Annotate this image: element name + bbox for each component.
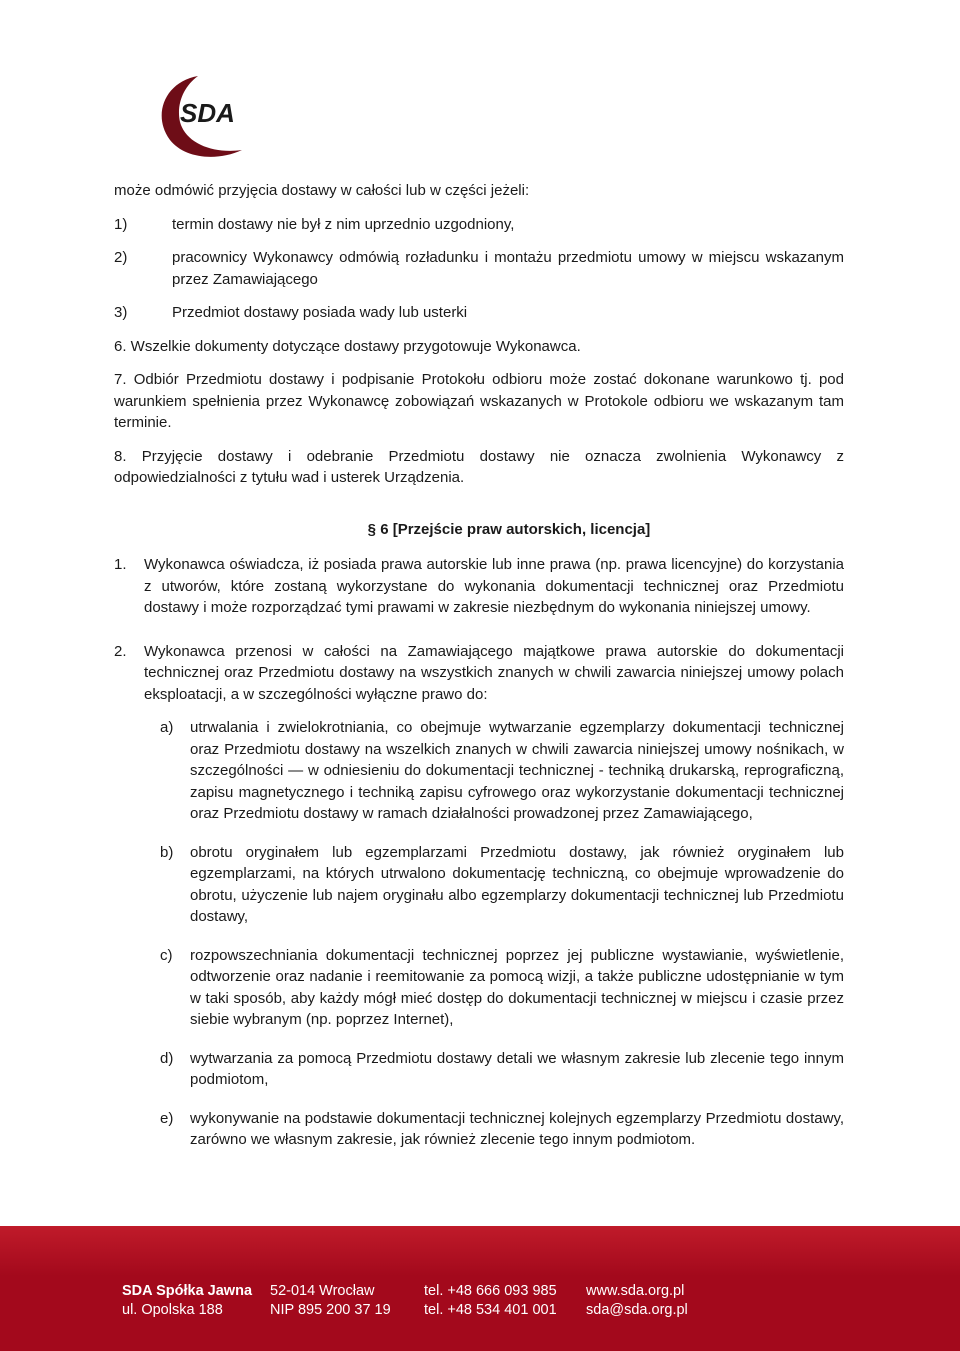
footer-phones bbox=[424, 1282, 557, 1320]
rights-sublist bbox=[114, 717, 844, 1151]
rights-subitem-letter: b) bbox=[160, 843, 174, 861]
condition-item bbox=[114, 247, 844, 290]
sda-logo-icon bbox=[150, 70, 260, 160]
section-item-number: 1. bbox=[114, 556, 127, 573]
rights-subitem bbox=[160, 842, 844, 928]
document-body bbox=[114, 180, 844, 1168]
company-logo bbox=[150, 70, 260, 160]
condition-text: pracownicy Wykonawcy odmówią rozładunku i montażu przedmiotu umowy w miejscu wskazanym przez Zamawiającego bbox=[172, 249, 844, 288]
footer-street: ul. Opolska 188 bbox=[122, 1302, 223, 1318]
section-item bbox=[114, 641, 844, 706]
section-sign-icon: § bbox=[367, 520, 377, 538]
rights-subitem-letter: e) bbox=[160, 1109, 174, 1127]
condition-item bbox=[114, 214, 844, 236]
section-item-text: Wykonawca oświadcza, iż posiada prawa autorskie lub inne prawa (np. prawa licencyjne) do korzystania z utworów, które zostaną wykorzystane do wykonania dokumentacji technicznej oraz Przedmiotu dostawy i może rozporządzać tymi prawami w zakresie niezbędnym do wykonania niniejszej umowy. bbox=[144, 556, 844, 616]
rights-subitem bbox=[160, 1108, 844, 1151]
section-heading bbox=[114, 519, 844, 541]
rights-subitem-letter: c) bbox=[160, 946, 173, 964]
footer-phone-1[interactable]: tel. +48 666 093 985 bbox=[424, 1283, 557, 1299]
rights-subitem-letter: d) bbox=[160, 1049, 174, 1067]
footer-bar bbox=[0, 1226, 960, 1351]
footer-company-name: SDA Spółka Jawna bbox=[122, 1283, 253, 1299]
rights-subitem-text: rozpowszechniania dokumentacji technicznej poprzez jej publiczne wystawianie, wyświetlenie, odtworzenie oraz nadanie i reemitowanie za pomocą wizji, a także publiczne udostępnianie w tym w taki sposób, aby każdy mógł mieć dostęp do dokumentacji technicznej w miejscu i czasie przez siebie wybranym (np. poprzez Internet), bbox=[190, 946, 844, 1028]
rights-subitem-text: obrotu oryginałem lub egzemplarzami Przedmiotu dostawy, jak również oryginałem lub egzemplarzami, na których utrwalono dokumentację techniczną, co obejmuje wprowadzenie do obrotu, użyczenie lub najem oryginału albo egzemplarzy dokumentacji technicznej lub Przedmiotu dostawy, bbox=[190, 843, 844, 925]
footer-website-link[interactable]: www.sda.org.pl bbox=[586, 1283, 685, 1299]
footer-company bbox=[122, 1282, 252, 1320]
rights-subitem-letter: a) bbox=[160, 719, 174, 736]
section-item-number: 2. bbox=[114, 642, 127, 660]
section-item-text: Wykonawca przenosi w całości na Zamawiającego majątkowe prawa autorskie do dokumentacji technicznej oraz Przedmiotu dostawy na wszystkich znanych w chwili zawarcia niniejszej umowy polach eksploatacji, a w szczególności wyłączne prawo do: bbox=[144, 642, 844, 703]
footer-postal: 52-014 Wrocław bbox=[270, 1283, 375, 1299]
section-item bbox=[114, 554, 844, 619]
section-list bbox=[114, 554, 844, 705]
condition-text: Przedmiot dostawy posiada wady lub usterki bbox=[172, 304, 468, 321]
rights-subitem bbox=[160, 1048, 844, 1091]
condition-text: termin dostawy nie był z nim uprzednio uzgodniony, bbox=[172, 215, 515, 233]
rights-subitem-text: utrwalania i zwielokrotniania, co obejmuje wytwarzanie egzemplarzy dokumentacji technicznej oraz Przedmiotu dostawy na wszelkich znanych w chwili zawarcia niniejszej umowy nośnikach, w szczególności — w odniesieniu do dokumentacji technicznej - techniką drukarską, reprograficzną, zapisu magnetycznego i techniką zapisu cyfrowego oraz wykorzystanie dokumentacji technicznej oraz Przedmiotu dostawy w ramach działalności prowadzonej przez Zamawiającego, bbox=[190, 719, 844, 822]
rights-subitem bbox=[160, 717, 844, 825]
condition-number: 1) bbox=[114, 215, 128, 233]
condition-item bbox=[114, 302, 844, 324]
condition-number: 3) bbox=[114, 304, 128, 321]
section-heading-text: 6 [Przejście praw autorskich, licencja] bbox=[380, 520, 651, 538]
footer-phone-2[interactable]: tel. +48 534 401 001 bbox=[424, 1302, 557, 1318]
intro-text: może odmówić przyjęcia dostawy w całości lub w części jeżeli: bbox=[114, 182, 530, 199]
footer-nip: NIP 895 200 37 19 bbox=[270, 1302, 391, 1318]
paragraph-7: 7. Odbiór Przedmiotu dostawy i podpisanie Protokołu odbioru może zostać dokonane warunkowo tj. pod warunkiem spełnienia przez Wykonawcę zobowiązań wskazanych w Protokole odbioru we wskazanym tam terminie. bbox=[114, 371, 844, 431]
footer-contact bbox=[586, 1282, 688, 1320]
logo-text: SDA bbox=[180, 98, 235, 128]
footer-email-link[interactable]: sda@sda.org.pl bbox=[586, 1302, 688, 1318]
paragraph-6: 6. Wszelkie dokumenty dotyczące dostawy przygotowuje Wykonawca. bbox=[114, 337, 581, 355]
rights-subitem bbox=[160, 945, 844, 1031]
rights-subitem-text: wytwarzania za pomocą Przedmiotu dostawy detali we własnym zakresie lub zlecenie tego innym podmiotom, bbox=[190, 1049, 844, 1088]
rights-subitem-text: wykonywanie na podstawie dokumentacji technicznej kolejnych egzemplarzy Przedmiotu dostawy, zarówno we własnym zakresie, jak również zlecenie tego innym podmiotom. bbox=[190, 1109, 844, 1148]
condition-number: 2) bbox=[114, 249, 128, 266]
paragraph-8: 8. Przyjęcie dostawy i odebranie Przedmiotu dostawy nie oznacza zwolnienia Wykonawcy z odpowiedzialności z tytułu wad i usterek Urządzenia. bbox=[114, 447, 844, 486]
footer-address bbox=[270, 1282, 391, 1320]
